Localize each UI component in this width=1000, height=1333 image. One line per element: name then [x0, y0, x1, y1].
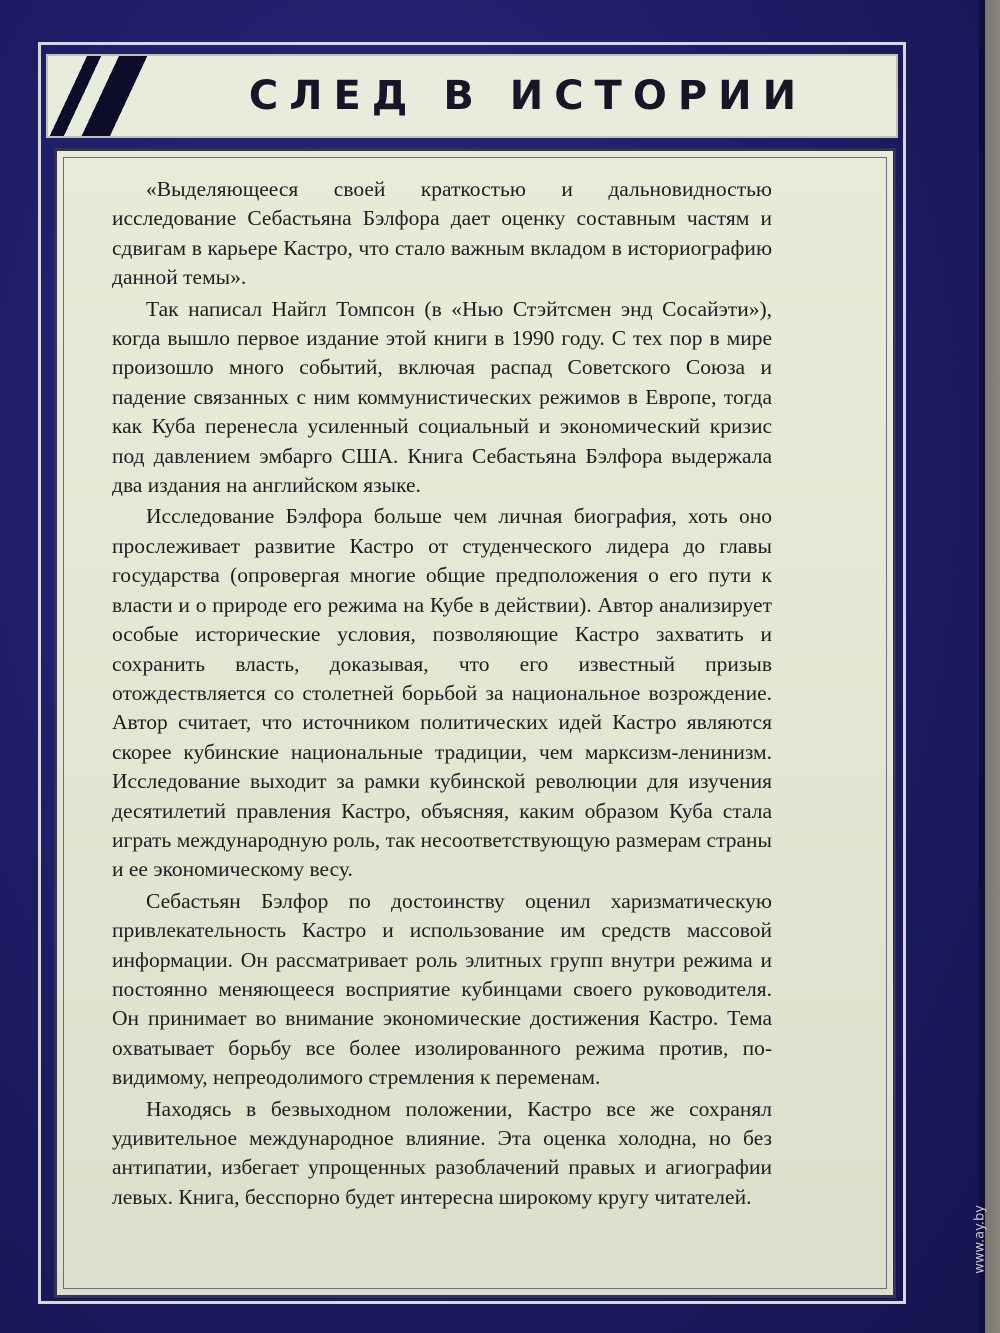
annotation-paragraph-2: Так написал Найгл Томпсон (в «Нью Стэйтсмен энд Сосайэти»), когда вышло первое издание этой книги в 1990 году. С тех пор в мире произошло много событий, включая распад Советского Союза и падение связанных с ним коммунистических режимов в Европе, тогда как Куба перенесла усиленный социальный и экономический кризис под давлением эмбарго США. Книга Себастьяна Бэлфора выдержала два издания на английском языке.: [112, 296, 772, 498]
series-title: СЛЕД В ИСТОРИИ: [248, 73, 808, 119]
annotation-paragraph-1: «Выделяющееся своей краткостью и дальновидностью исследование Себастьяна Бэлфора дает оценку составным частям и сдвигам в карьере Кастро, что стало важным вкладом в историографию данной темы».: [112, 177, 772, 290]
annotation-paragraph-4: Себастьян Бэлфор по достоинству оценил харизматическую привлекательность Кастро и использование им средств массовой информации. Он рассматривает роль элитных групп внутри режима и постоянно меняющееся восприятие кубинцами своего руководителя. Он принимает во внимание экономические достижения Кастро. Тема охватывает борьбу все более изолированного режима против, по-видимому, непреодолимого стремления к переменам.: [112, 888, 772, 1090]
annotation-text: [112, 175, 772, 1214]
watermark: www.ay.by: [973, 1205, 988, 1274]
series-logo-stripes: [48, 56, 188, 136]
annotation-paragraph-3: Исследование Бэлфора больше чем личная биография, хоть оно прослеживает развитие Кастро от студенческого лидера до главы государства (опровергая многие общие предположения о его пути к власти и о природе его режима на Кубе в действии). Автор анализирует особые исторические условия, позволяющие Кастро захватить и сохранить власть, доказывая, что его известный призыв отождествляется со столетней борьбой за национальное возрождение. Автор считает, что источником политических идей Кастро являются скорее кубинские национальные традиции, чем марксизм-ленинизм. Исследование выходит за рамки кубинской революции для изучения десятилетий правления Кастро, объясняя, каким образом Куба стала играть международную роль, так несоответствующую размерам страны и ее экономическому весу.: [112, 504, 772, 882]
annotation-paragraph-5: Находясь в безвыходном положении, Кастро все же сохранял удивительное международное влияние. Эта оценка холодна, но без антипатии, избегает упрощенных разоблачений правых и агиографии левых. Книга, бесспорно будет интересна широкому кругу читателей.: [112, 1096, 772, 1209]
series-banner: [46, 54, 898, 138]
